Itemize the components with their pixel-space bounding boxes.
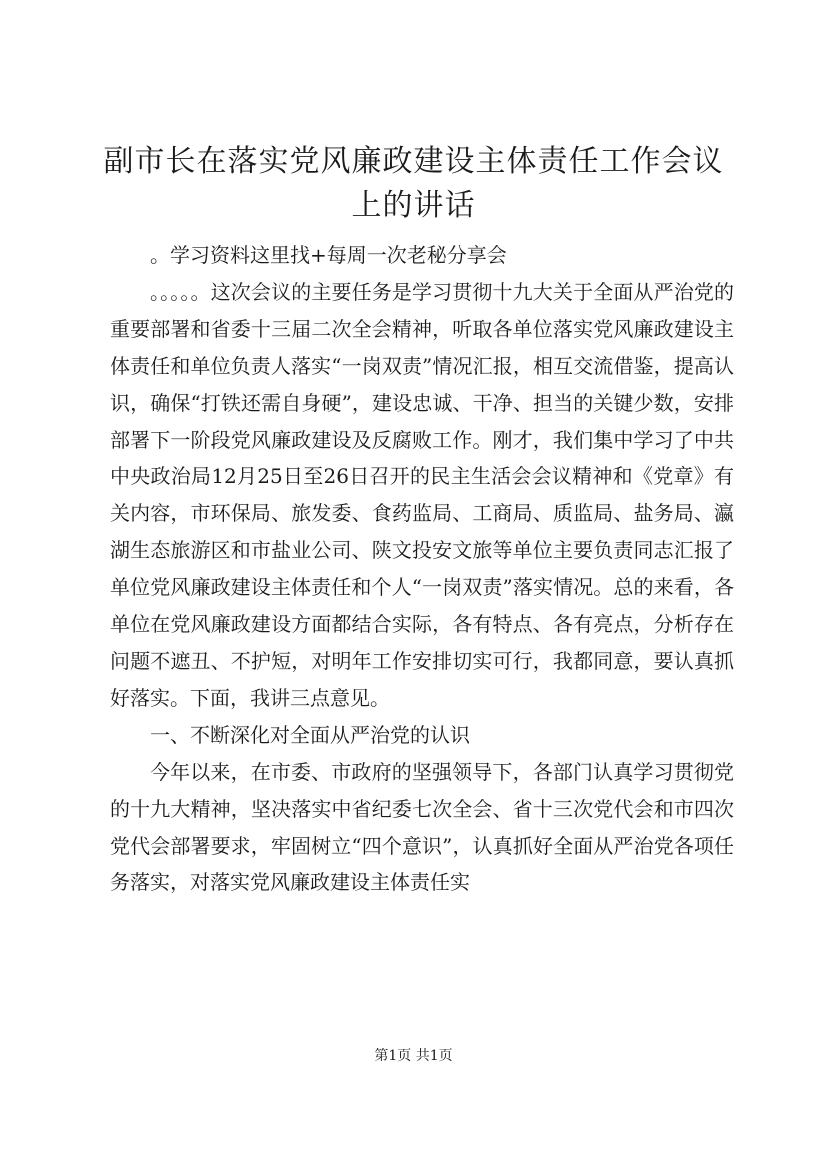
page-footer [0, 1045, 827, 1065]
body-paragraph: 。。。。。这次会议的主要任务是学习贯彻十九大关于全面从严治党的重要部署和省委十三届二次全会精神，听取各单位落实党风廉政建设主体责任和单位负责人落实“一岗双责”情况汇报，相互交流借鉴，提高认识，确保“打铁还需自身硬”，建设忠诚、干净、担当的关键少数，安排部署下一阶段党风廉政建设及反腐败工作。刚才，我们集中学习了中共中央政治局12月25日至26日召开的民主生活会会议精神和《党章》有关内容，市环保局、旅发委、食药监局、工商局、质监局、盐务局、瀛湖生态旅游区和市盐业公司、陕文投安文旅等单位主要负责同志汇报了单位党风廉政建设主体责任和个人“一岗双责”落实情况。总的来看，各单位在党风廉政建设方面都结合实际，各有特点、各有亮点，分析存在问题不遮丑、不护短，对明年工作安排切实可行，我都同意，要认真抓好落实。下面，我讲三点意见。 [110, 279, 734, 710]
title-line-1: 副市长在落实党风廉政建设主体责任工作会议 [103, 144, 724, 179]
section-heading: 一、不断深化对全面从严治党的认识 [150, 722, 470, 747]
page-number-label: 第1页 共1页 [374, 1048, 453, 1064]
document-title [80, 140, 747, 228]
document-body [110, 237, 734, 901]
title-line-2: 上的讲话 [351, 188, 476, 223]
intro-note: 。学习资料这里找+每周一次老秘分享会 [150, 243, 507, 267]
section-paragraph: 今年以来，在市委、市政府的坚强领导下，各部门认真学习贯彻党的十九大精神，坚决落实中省纪委七次全会、省十三次党代会和市四次党代会部署要求，牢固树立“四个意识”，认真抓好全面从严治党各项任务落实，对落实党风廉政建设主体责任实 [110, 759, 734, 895]
